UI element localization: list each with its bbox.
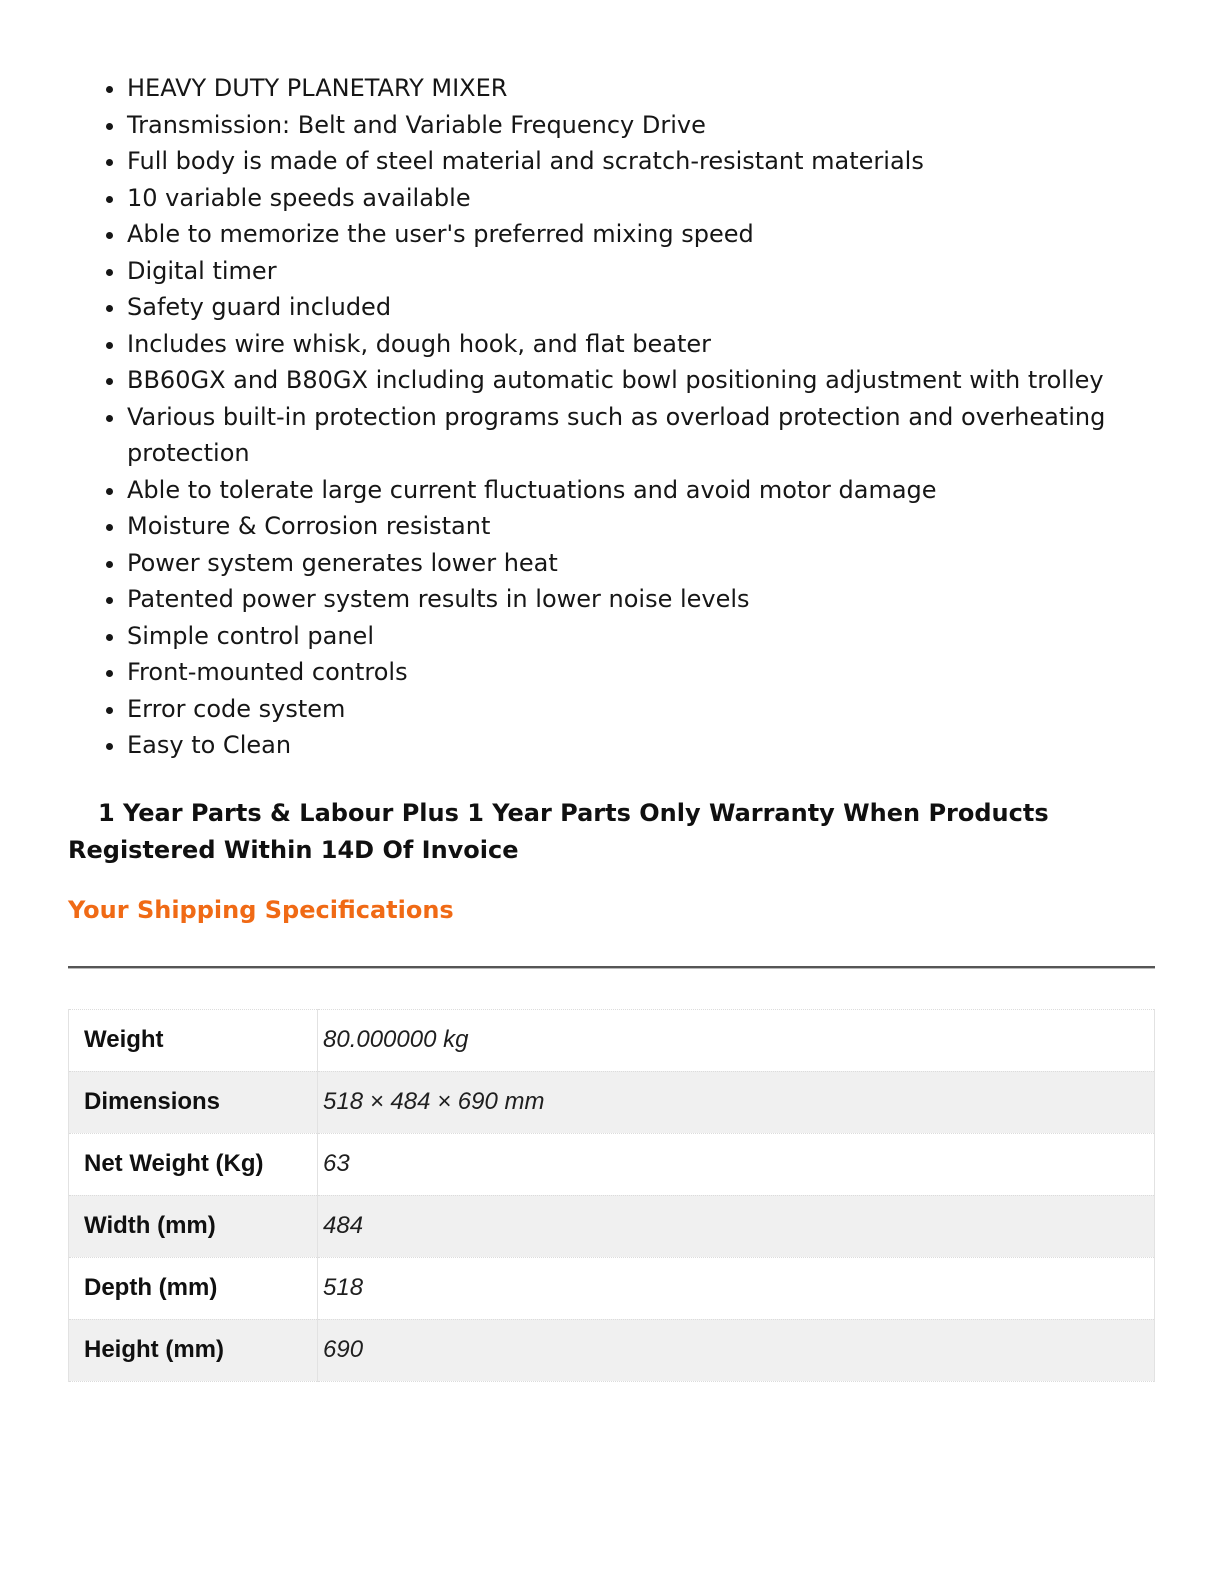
shipping-specs-table xyxy=(68,1009,1155,1382)
feature-item: • Able to memorize the user's preferred mixing speed xyxy=(127,216,1155,253)
feature-item: • Front-mounted controls xyxy=(127,654,1155,691)
warranty-note: 1 Year Parts & Labour Plus 1 Year Parts Only Warranty When Products Registered Within 14D Of Invoice xyxy=(68,798,1049,864)
feature-item: • Digital timer xyxy=(127,253,1155,290)
spec-value: 518 × 484 × 690 mm xyxy=(323,1088,545,1115)
feature-item: • Error code system xyxy=(127,691,1155,728)
table-row-depth xyxy=(69,1257,1155,1319)
table-row-dimensions xyxy=(69,1071,1155,1133)
feature-item: • Able to tolerate large current fluctuations and avoid motor damage xyxy=(127,472,1155,509)
spec-value: 690 xyxy=(323,1336,364,1363)
table-row-width xyxy=(69,1195,1155,1257)
shipping-specs-table-body xyxy=(69,1009,1155,1381)
feature-item: • BB60GX and B80GX including automatic bowl positioning adjustment with trolley xyxy=(127,362,1155,399)
spec-value: 80.000000 kg xyxy=(323,1026,469,1053)
feature-item: • Simple control panel xyxy=(127,618,1155,655)
feature-list xyxy=(68,70,1155,764)
feature-item: • Power system generates lower heat xyxy=(127,545,1155,582)
feature-item: • Patented power system results in lower noise levels xyxy=(127,581,1155,618)
feature-item: • Safety guard included xyxy=(127,289,1155,326)
feature-item: • HEAVY DUTY PLANETARY MIXER xyxy=(127,70,1155,107)
spec-value: 63 xyxy=(323,1150,350,1177)
spec-label: Dimensions xyxy=(69,1071,318,1133)
spec-value: 518 xyxy=(323,1274,364,1301)
spec-label: Net Weight (Kg) xyxy=(69,1133,318,1195)
feature-item: • Transmission: Belt and Variable Frequency Drive xyxy=(127,107,1155,144)
spec-label: Weight xyxy=(69,1009,318,1071)
spec-label: Height (mm) xyxy=(69,1319,318,1381)
feature-item: • Various built-in protection programs such as overload protection and overheating protection xyxy=(127,399,1155,472)
feature-item: • Includes wire whisk, dough hook, and flat beater xyxy=(127,326,1155,363)
spec-label: Width (mm) xyxy=(69,1195,318,1257)
table-row-height xyxy=(69,1319,1155,1381)
feature-item: • Easy to Clean xyxy=(127,727,1155,764)
table-row-net-weight xyxy=(69,1133,1155,1195)
feature-item: • 10 variable speeds available xyxy=(127,180,1155,217)
shipping-specifications-heading: Your Shipping Specifications xyxy=(68,895,454,924)
section-divider xyxy=(68,966,1155,969)
feature-item: • Full body is made of steel material and scratch-resistant materials xyxy=(127,143,1155,180)
feature-item: • Moisture & Corrosion resistant xyxy=(127,508,1155,545)
spec-value: 484 xyxy=(323,1212,364,1239)
table-row-weight xyxy=(69,1009,1155,1071)
spec-label: Depth (mm) xyxy=(69,1257,318,1319)
